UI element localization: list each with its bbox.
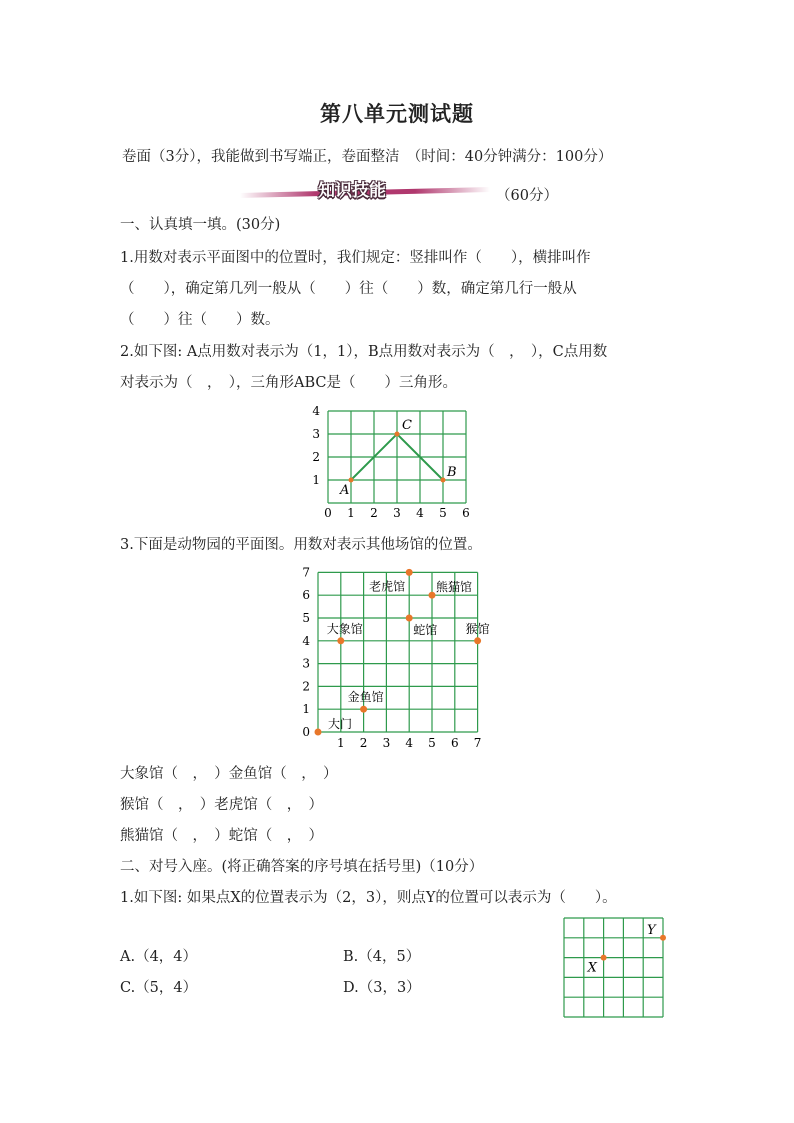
part2-heading: 二、对号入座。(将正确答案的序号填在括号里)（10分） [120,859,484,875]
venue-point [429,592,436,599]
y-tick-label: 2 [312,450,320,464]
x-tick-label: 2 [370,506,378,520]
y-tick-label: 4 [302,633,310,648]
venue-point [406,615,413,622]
x-tick-label: 5 [428,736,436,750]
point-b [441,478,446,483]
point-y [660,935,666,941]
venue-point [406,569,413,576]
y-tick-label: 5 [302,611,310,625]
triangle-grid-figure [300,402,480,522]
x-tick-label: 3 [393,506,401,520]
option-d: D.（3，3） [343,980,421,996]
venue-point [315,729,322,736]
x-tick-label: 0 [324,506,332,520]
x-tick-label: 2 [359,736,368,750]
part2-q1: 1.如下图: 如果点X的位置表示为（2，3），则点Y的位置可以表示为（ ）。 [120,890,617,906]
venue-point [360,706,367,713]
x-tick-label: 6 [450,736,459,750]
zoo-map-figure [298,562,508,752]
venue-label: 大门 [328,717,353,731]
q1-line2: （ ），确定第几列一般从（ ）往（ ）数，确定第几行一般从 [120,281,577,297]
venue-label: 熊猫馆 [436,580,473,595]
y-tick-label: 0 [302,725,310,739]
q2-line2: 对表示为（ ， ），三角形ABC是（ ）三角形。 [120,375,457,391]
venue-label: 金鱼馆 [347,690,384,705]
point-x [601,955,607,961]
page-title: 第八单元测试题 [320,101,474,126]
venue-point [474,637,481,644]
point-label-c: C [402,418,412,433]
x-tick-label: 4 [416,506,424,520]
x-tick-label: 7 [473,736,482,750]
point-c [395,432,400,437]
x-tick-label: 1 [347,506,355,520]
point-label-b: B [447,465,457,480]
section-score: （60分） [496,188,558,204]
section-label: 知识技能 [318,181,386,201]
venue-point [337,637,344,644]
venue-label: 老虎馆 [369,579,406,594]
point-label-y: Y [647,922,656,938]
xy-grid-figure [560,914,672,1022]
answer-line2: 猴馆（ ， ）老虎馆（ ， ） [120,797,323,813]
x-tick-label: 1 [336,736,345,750]
point-label-a: A [340,483,350,498]
y-tick-label: 2 [302,679,310,694]
q2-line1: 2.如下图: A点用数对表示为（1，1），B点用数对表示为（ ， ），C点用数 [120,344,608,360]
part1-heading: 一、认真填一填。(30分) [120,217,281,233]
venue-label: 大象馆 [326,621,363,636]
option-b: B.（4，5） [343,949,421,965]
answer-line1: 大象馆（ ， ）金鱼馆（ ， ） [120,766,338,782]
y-tick-label: 3 [302,656,310,671]
y-tick-label: 4 [312,404,320,418]
answer-line3: 熊猫馆（ ， ）蛇馆（ ， ） [120,828,323,844]
exam-info: 卷面（3分），我能做到书写端正，卷面整洁 （时间：40分钟满分：100分） [122,149,613,165]
venue-label: 猴馆 [465,621,490,636]
option-c: C.（5，4） [120,980,198,996]
section-banner [240,175,490,203]
venue-label: 蛇馆 [413,623,438,637]
y-tick-label: 6 [302,588,310,603]
x-tick-label: 3 [382,736,391,750]
point-label-x: X [587,960,597,976]
y-tick-label: 1 [312,473,320,487]
x-tick-label: 6 [462,506,470,520]
y-tick-label: 3 [312,427,320,441]
y-tick-label: 7 [302,565,310,580]
y-tick-label: 1 [302,702,310,717]
q1-line1: 1.用数对表示平面图中的位置时，我们规定：竖排叫作（ ），横排叫作 [120,250,591,266]
q3-text: 3.下面是动物园的平面图。用数对表示其他场馆的位置。 [120,537,482,553]
point-a [349,478,354,483]
x-tick-label: 4 [405,736,414,750]
option-a: A.（4，4） [120,949,198,965]
x-tick-label: 5 [439,506,447,520]
q1-line3: （ ）往（ ）数。 [120,312,280,328]
